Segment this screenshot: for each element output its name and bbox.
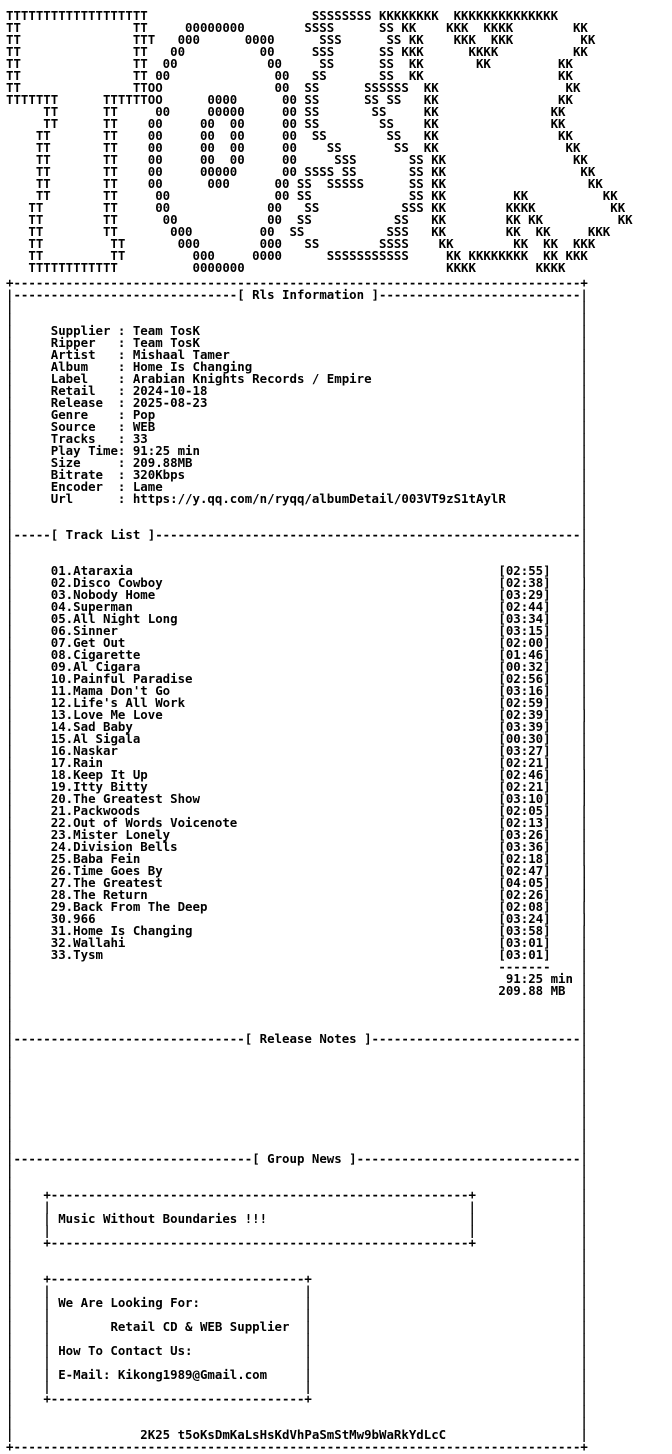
rls-field-key: Tracks : [50, 431, 133, 446]
track-title: Itty Bitty [73, 779, 148, 794]
track-number: 08. [50, 647, 74, 662]
track-title: Home Is Changing [73, 923, 193, 938]
track-duration: [02:00] [498, 635, 551, 650]
frame-top-border: +----------------------------------------------------------------------------+ [6, 275, 588, 290]
track-duration: [03:10] [498, 791, 551, 806]
track-number: 06. [50, 623, 74, 638]
track-title: Love Me Love [73, 707, 163, 722]
track-duration: [02:39] [498, 707, 551, 722]
contact-label: How To Contact Us: [58, 1343, 193, 1358]
rls-field-value: 2025-08-23 [132, 395, 208, 410]
rls-field-value: Mishaal Tamer [132, 347, 230, 362]
track-title: Naskar [73, 743, 118, 758]
rls-field-value: 320Kbps [132, 467, 186, 482]
track-title: Division Bells [73, 839, 178, 854]
track-number: 28. [50, 887, 74, 902]
track-duration: [03:27] [498, 743, 551, 758]
rls-field-key: Bitrate : [50, 467, 133, 482]
track-title: Superman [73, 599, 133, 614]
rls-field-value: Home Is Changing [132, 359, 253, 374]
track-title: Cigarette [73, 647, 141, 662]
rls-field-value: Team TosK [132, 323, 200, 338]
section-title-rls-info: [ Rls Information ] [237, 287, 380, 302]
track-title: Get Out [73, 635, 126, 650]
rls-field-value: Arabian Knights Records / Empire [132, 371, 372, 386]
track-duration: [00:32] [498, 659, 551, 674]
rls-field-value: Pop [132, 407, 156, 422]
track-number: 24. [50, 839, 74, 854]
track-duration: [02:08] [498, 899, 551, 914]
group-motto: Music Without Boundaries !!! [58, 1211, 268, 1226]
track-duration: [03:39] [498, 719, 551, 734]
track-number: 33. [50, 947, 74, 962]
news-box-2-bottom: +----------------------------------+ [43, 1391, 312, 1406]
track-duration: [04:05] [498, 875, 551, 890]
track-number: 32. [50, 935, 74, 950]
track-number: 15. [50, 731, 74, 746]
track-title: Life's All Work [73, 695, 186, 710]
track-duration: [02:26] [498, 887, 551, 902]
total-play-time: 91:25 min [505, 971, 573, 986]
track-duration: [03:01] [498, 947, 551, 962]
news-box-1-bottom: +--------------------------------------------------------+ [43, 1235, 476, 1250]
footer-signature-code: 2K25 t5oKsDmKaLsHsKdVhPaSmStMw9bWaRkYdLcC [140, 1427, 447, 1442]
rls-field-value: 33 [132, 431, 148, 446]
total-size: 209.88 MB [498, 983, 566, 998]
track-duration: [02:13] [498, 815, 551, 830]
track-duration: [02:44] [498, 599, 551, 614]
track-title: Mister Lonely [73, 827, 171, 842]
track-duration: [02:46] [498, 767, 551, 782]
track-number: 03. [50, 587, 74, 602]
news-box-1-side: | | [43, 1223, 476, 1238]
track-number: 07. [50, 635, 74, 650]
news-box-2-top: +----------------------------------+ [43, 1271, 312, 1286]
track-duration: [02:55] [498, 563, 551, 578]
track-title: Al Cigara [73, 659, 141, 674]
track-duration: [02:05] [498, 803, 551, 818]
track-duration: [03:01] [498, 935, 551, 950]
track-number: 19. [50, 779, 74, 794]
track-title: Painful Paradise [73, 671, 193, 686]
track-duration: [03:36] [498, 839, 551, 854]
track-title: Rain [73, 755, 103, 770]
section-title-release-notes: [ Release Notes ] [244, 1031, 372, 1046]
track-number: 13. [50, 707, 74, 722]
nfo-body: +----------------------------------------------------------------------------+ |------------------------------[ Rls Information ]---------------------------| | | | | | Supplier : Team TosK | | Ripper : Team TosK | | Artist : Mishaal Tamer | | Album : Home Is Changing | | Label : Arabian Knights Records / Empire | | Retail : 2024-10-18 | | Release : 2025-08-23 | | Genre : Pop | | Source : WEB | | Tracks : 33 | | Play Time: 91:25 min | | Size : 209.88MB | | Bitrate : 320Kbps | | Encoder : Lame | | Url : https://y.qq.com/n/ryqq/albumDetail/003VT9zS1tAylR | | | | | |-----[ Track List ]---------------------------------------------------------| | | | | | 01.Ataraxia [02:55] | | 02.Disco Cowboy [02:38] | | 03.Nobody Home [03:29] | | 04.Superman [02:44] | | 05.All Night Long [03:34] | | 06.Sinner [03:15] | | 07.Get Out [02:00] | | 08.Cigarette [01:46] | | 09.Al Cigara [00:32] | | 10.Painful Paradise [02:56] | | 11.Mama Don't Go [03:16] | | 12.Life's All Work [02:59] | | 13.Love Me Love [02:39] | | 14.Sad Baby [03:39] | | 15.Al Sigala [00:30] | | 16.Naskar [03:27] | | 17.Rain [02:21] | | 18.Keep It Up [02:46] | | 19.Itty Bitty [02:21] | | 20.The Greatest Show [03:10] | | 21.Packwoods [02:05] | | 22.Out of Words Voicenote [02:13] | | 23.Mister Lonely [03:26] | | 24.Division Bells [03:36] | | 25.Baba Fein [02:18] | | 26.Time Goes By [02:47] | | 27.The Greatest [04:05] | | 28.The Return [02:26] | | 29.Back From The Deep [02:08] | | 30.966 [03:24] | | 31.Home Is Changing [03:58] | | 32.Wallahi [03:01] | | 33.Tysm [03:01] | | ------- | | 91:25 min | | 209.88 MB | | | | | | | |-------------------------------[ Release Notes ]----------------------------| | | | | | | | | | | | | | | | | | | |--------------------------------[ Group News ]------------------------------| | | | | | +--------------------------------------------------------+ | | | | | | | Music Without Boundaries !!! | | | | | | | +--------------------------------------------------------+ | | | | | | +----------------------------------+ | | | | | | | We Are Looking For: | | | | | | | | Retail CD & WEB Supplier | | | | | | | | How To Contact Us: | | | | | | | | E-Mail: Kikong1989@Gmail.com | | | | | | | +----------------------------------+ | | | | | | 2K25 t5oKsDmKaLsHsKdVhPaSmStMw9bWaRkYdLcC | +----------------------------------------------------------------------------+ [6, 275, 588, 1454]
track-title: Tysm [73, 947, 103, 962]
rls-field-key: Album : [50, 359, 133, 374]
track-number: 17. [50, 755, 74, 770]
news-box-1-side: | | [43, 1199, 476, 1214]
track-number: 14. [50, 719, 74, 734]
rls-field-key: Artist : [50, 347, 133, 362]
track-duration: [03:26] [498, 827, 551, 842]
track-duration: [02:21] [498, 779, 551, 794]
track-title: Baba Fein [73, 851, 141, 866]
looking-for-value: Retail CD & WEB Supplier [110, 1319, 290, 1334]
track-number: 25. [50, 851, 74, 866]
contact-email: E-Mail: Kikong1989@Gmail.com [58, 1367, 268, 1382]
track-duration: [02:59] [498, 695, 551, 710]
track-title: Packwoods [73, 803, 141, 818]
rls-field-key: Retail : [50, 383, 133, 398]
track-number: 22. [50, 815, 74, 830]
track-title: The Greatest [73, 875, 163, 890]
track-duration: [02:21] [498, 755, 551, 770]
rls-field-key: Url : [50, 491, 133, 506]
track-number: 12. [50, 695, 74, 710]
track-duration: [02:47] [498, 863, 551, 878]
rls-field-value: WEB [132, 419, 156, 434]
track-number: 10. [50, 671, 74, 686]
track-title: Nobody Home [73, 587, 156, 602]
rls-field-key: Supplier : [50, 323, 133, 338]
rls-field-key: Play Time: [50, 443, 133, 458]
track-title: Wallahi [73, 935, 126, 950]
rls-field-key: Label : [50, 371, 133, 386]
track-title: Back From The Deep [73, 899, 208, 914]
track-number: 09. [50, 659, 74, 674]
track-number: 04. [50, 599, 74, 614]
track-duration: [03:34] [498, 611, 551, 626]
track-duration: [00:30] [498, 731, 551, 746]
track-number: 29. [50, 899, 74, 914]
track-title: All Night Long [73, 611, 178, 626]
rls-field-key: Encoder : [50, 479, 133, 494]
track-duration: [03:16] [498, 683, 551, 698]
track-title: Al Sigala [73, 731, 141, 746]
track-title: Time Goes By [73, 863, 163, 878]
frame-bottom-border: +----------------------------------------------------------------------------+ [6, 1439, 588, 1454]
section-title-group-news: [ Group News ] [252, 1151, 357, 1166]
rls-field-value: Team TosK [132, 335, 200, 350]
track-number: 26. [50, 863, 74, 878]
section-title-track-list: [ Track List ] [50, 527, 156, 542]
track-title: Keep It Up [73, 767, 148, 782]
rls-field-value: https://y.qq.com/n/ryqq/albumDetail/003VT9zS1tAylR [132, 491, 506, 506]
rls-field-key: Genre : [50, 407, 133, 422]
track-duration: [03:58] [498, 923, 551, 938]
rls-field-key: Size : [50, 455, 133, 470]
track-number: 05. [50, 611, 74, 626]
track-number: 18. [50, 767, 74, 782]
track-number: 23. [50, 827, 74, 842]
track-number: 11. [50, 683, 74, 698]
rls-field-value: Lame [132, 479, 163, 494]
track-duration: [02:56] [498, 671, 551, 686]
tosk-logo-ascii-art: TTTTTTTTTTTTTTTTTTT SSSSSSSS KKKKKKKK KKKKKKKKKKKKKK TT TT 00000000 SSSS SS KK KKK KKKK KK TT TTT 000 0000 SSS SS KK KKK KKK KK TT TT 00 00 SSS SS KKK KKKK KK TT TT 00 00 SS SS KK KK KK TT TT 00 00 SS SS KK KK TT TTOO 00 SS SSSSSS KK KK TTTTTTT TTTTTTOO 0000 00 SS SS SS KK KK TT TT 00 00000 00 SS SS KK KK TT TT 00 00 00 00 SS SS KK KK TT TT 00 00 00 00 SS SS KK KK TT TT 00 00 00 00 SS SS KK KK TT TT 00 00 00 00 SSS SS KK KK TT TT 00 00000 00 SSSS SS SS KK KK TT TT 00 000 00 SS SSSSS SS KK KK TT TT 00 00 SS SS KK KK KK TT TT 00 00 SS SSS KK KKKK KK TT TT 00 00 SS SS KK KK KK KK TT TT 000 00 SS SSS KK KK KK KKK TT TT 000 000 SS SSSS KK KK KK KKK TT TT 000 0000 SSSSSSSSSSS KK KKKKKKKK KK KKK TTTTTTTTTTTT 0000000 KKKK KKKK [6, 8, 633, 275]
totals-separator: ------- [50, 959, 551, 974]
track-duration: [02:38] [498, 575, 551, 590]
track-number: 01. [50, 563, 74, 578]
rls-field-value: 2024-10-18 [132, 383, 208, 398]
looking-for-label: We Are Looking For: [58, 1295, 200, 1310]
track-duration: [02:18] [498, 851, 551, 866]
track-title: Mama Don't Go [73, 683, 171, 698]
track-number: 20. [50, 791, 74, 806]
track-title: 966 [73, 911, 96, 926]
track-duration: [03:15] [498, 623, 551, 638]
track-number: 02. [50, 575, 74, 590]
news-box-1-top: +--------------------------------------------------------+ [43, 1187, 476, 1202]
track-title: Sad Baby [73, 719, 133, 734]
track-number: 30. [50, 911, 74, 926]
track-number: 27. [50, 875, 74, 890]
track-title: Disco Cowboy [73, 575, 163, 590]
track-title: The Return [73, 887, 148, 902]
rls-field-value: 91:25 min [132, 443, 200, 458]
track-number: 31. [50, 923, 74, 938]
track-duration: [03:29] [498, 587, 551, 602]
track-duration: [03:24] [498, 911, 551, 926]
track-number: 21. [50, 803, 74, 818]
track-title: The Greatest Show [73, 791, 200, 806]
track-title: Ataraxia [73, 563, 133, 578]
rls-field-key: Ripper : [50, 335, 133, 350]
rls-field-value: 209.88MB [132, 455, 193, 470]
track-duration: [01:46] [498, 647, 551, 662]
rls-field-key: Release : [50, 395, 133, 410]
rls-field-key: Source : [50, 419, 133, 434]
track-number: 16. [50, 743, 74, 758]
track-title: Out of Words Voicenote [73, 815, 238, 830]
track-title: Sinner [73, 623, 118, 638]
